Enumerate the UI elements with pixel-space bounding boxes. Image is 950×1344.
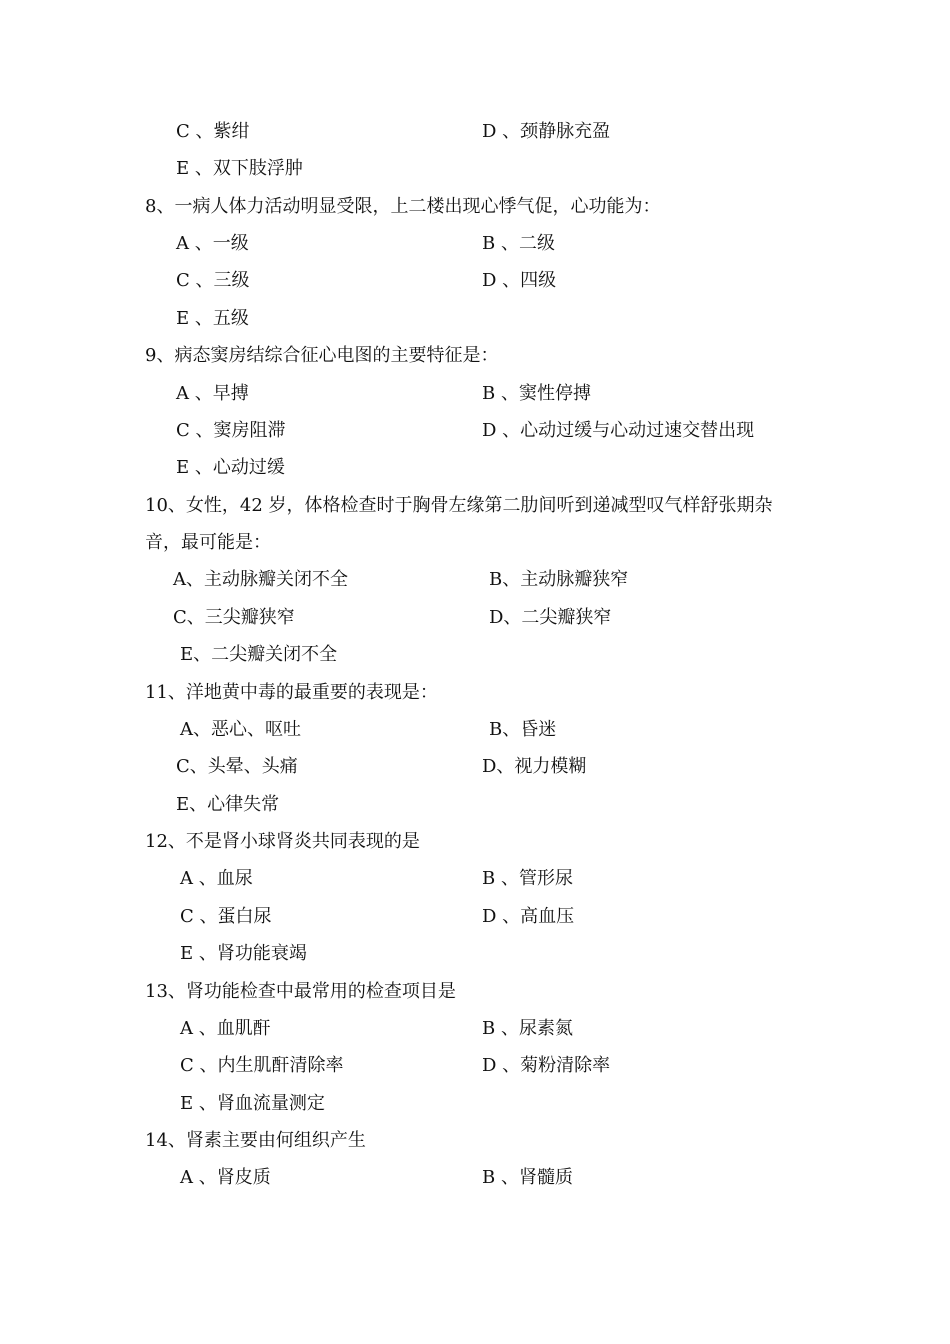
option-text: D、二尖瓣狭窄: [489, 607, 612, 628]
option-text: E、心律失常: [176, 794, 280, 815]
option-text: B、主动脉瓣狭窄: [489, 569, 629, 590]
question-text: 10、女性，42 岁，体格检查时于胸骨左缘第二肋间听到递减型叹气样舒张期杂: [145, 495, 773, 516]
option-text: C、头晕、头痛: [176, 756, 298, 777]
option-text: A、恶心、呕吐: [180, 719, 301, 740]
option-text: B 、肾髓质: [482, 1167, 573, 1188]
option-text: A 、血尿: [180, 868, 253, 889]
option-text: B 、尿素氮: [482, 1018, 573, 1039]
question-text: 音，最可能是：: [145, 532, 271, 553]
option-text: E 、肾血流量测定: [180, 1093, 325, 1114]
question-text: 9、病态窦房结综合征心电图的主要特征是：: [145, 345, 499, 366]
option-text: C 、紫绀: [176, 121, 250, 142]
option-text: C 、三级: [176, 270, 250, 291]
option-text: A 、一级: [176, 233, 249, 254]
question-text: 12、不是肾小球肾炎共同表现的是: [145, 831, 420, 852]
question-text: 13、肾功能检查中最常用的检查项目是: [145, 981, 456, 1002]
option-text: A 、血肌酐: [180, 1018, 271, 1039]
option-text: D、视力模糊: [482, 756, 587, 777]
question-text: 11、洋地黄中毒的最重要的表现是：: [145, 682, 438, 703]
option-text: C 、窦房阻滞: [176, 420, 286, 441]
option-text: E 、心动过缓: [176, 457, 285, 478]
question-text: 8、一病人体力活动明显受限，上二楼出现心悸气促，心功能为：: [145, 196, 661, 217]
question-text: 14、肾素主要由何组织产生: [145, 1130, 366, 1151]
option-text: A 、肾皮质: [180, 1167, 271, 1188]
option-text: C、三尖瓣狭窄: [173, 607, 295, 628]
option-text: D 、菊粉清除率: [482, 1055, 611, 1076]
option-text: D 、心动过缓与心动过速交替出现: [482, 420, 755, 441]
option-text: C 、蛋白尿: [180, 906, 272, 927]
option-text: A、主动脉瓣关闭不全: [173, 569, 348, 590]
option-text: E 、五级: [176, 308, 249, 329]
option-text: E 、肾功能衰竭: [180, 943, 307, 964]
option-text: E 、双下肢浮肿: [176, 158, 303, 179]
option-text: D 、高血压: [482, 906, 575, 927]
option-text: C 、内生肌酐清除率: [180, 1055, 344, 1076]
option-text: D 、四级: [482, 270, 557, 291]
option-text: D 、颈静脉充盈: [482, 121, 611, 142]
option-text: B 、管形尿: [482, 868, 573, 889]
option-text: B 、二级: [482, 233, 555, 254]
option-text: E、二尖瓣关闭不全: [180, 644, 338, 665]
option-text: A 、早搏: [176, 383, 249, 404]
option-text: B、昏迷: [489, 719, 557, 740]
option-text: B 、窦性停搏: [482, 383, 591, 404]
